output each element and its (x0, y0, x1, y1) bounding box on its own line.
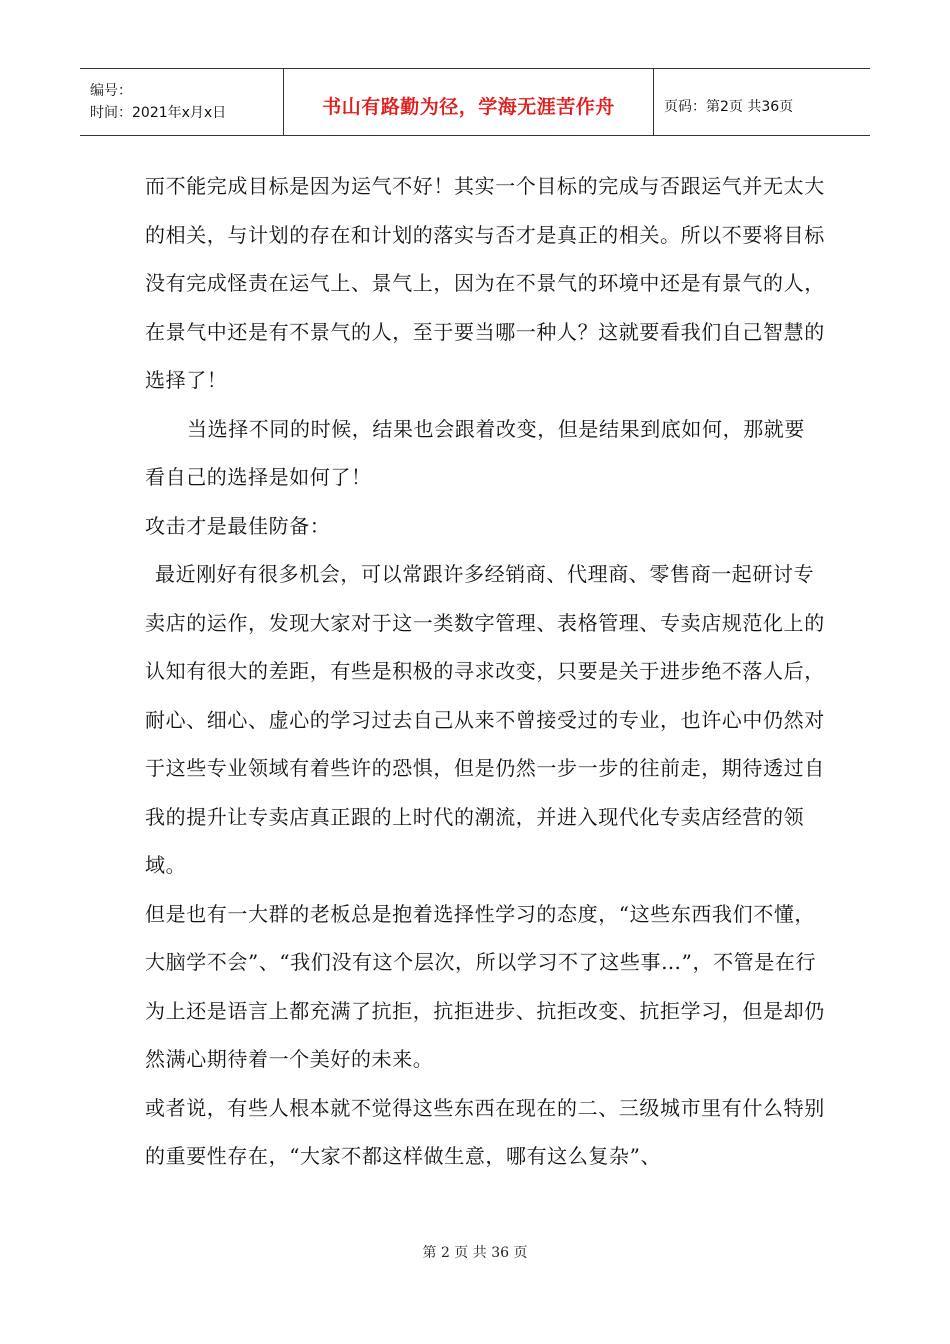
motto: 书山有路勤为径，学海无涯苦作舟 (322, 95, 615, 118)
paragraph: 但是也有一大群的老板总是抱着选择性学习的态度，“这些东西我们不懂，大脑学不会”、“我们没有这个层次，所以学习不了这些事…”，不管是在行为上还是语言上都充满了抗拒，抗拒进步、抗拒改变、抗拒学习，但是却仍然满心期待着一个美好的未来。 (145, 901, 825, 1071)
paragraph: 或者说，有些人根本就不觉得这些东西在现在的二、三级城市里有什么特别的重要性存在，“大家不都这样做生意，哪有这么复杂”、 (145, 1095, 825, 1168)
time-label: 时间：2021年x月x日 (90, 105, 227, 121)
document-body (145, 162, 825, 1181)
section-heading: 攻击才是最佳防备： (145, 513, 331, 538)
paragraph: 当选择不同的时候，结果也会跟着改变，但是结果到底如何，那就要看自己的选择是如何了！ (145, 416, 805, 489)
page-info: 页码：第2页 共36页 (664, 99, 794, 115)
paragraph: 最近刚好有很多机会，可以常跟许多经销商、代理商、零售商一起研讨专卖店的运作，发现大家对于这一类数字管理、表格管理、专卖店规范化上的认知有很大的差距，有些是积极的寻求改变，只要是关于进步绝不落人后，耐心、细心、虚心的学习过去自己从来不曾接受过的专业，也许心中仍然对于这些专业领域有着些许的恐惧，但是仍然一步一步的往前走，期待透过自我的提升让专卖店真正跟的上时代的潮流，并进入现代化专卖店经营的领域。 (145, 562, 825, 877)
header-meta (80, 69, 283, 135)
number-label: 编号： (90, 83, 132, 99)
paragraph: 而不能完成目标是因为运气不好！其实一个目标的完成与否跟运气并无太大的相关，与计划的存在和计划的落实与否才是真正的相关。所以不要将目标没有完成怪责在运气上、景气上，因为在不景气的环境中还是有景气的人，在景气中还是有不景气的人，至于要当哪一种人？这就要看我们自己智慧的选择了！ (145, 174, 825, 392)
header-page-cell (654, 69, 870, 135)
page-footer: 第 2 页 共 36 页 (422, 1245, 528, 1261)
header-motto-cell (283, 69, 654, 135)
document-header (80, 68, 870, 136)
